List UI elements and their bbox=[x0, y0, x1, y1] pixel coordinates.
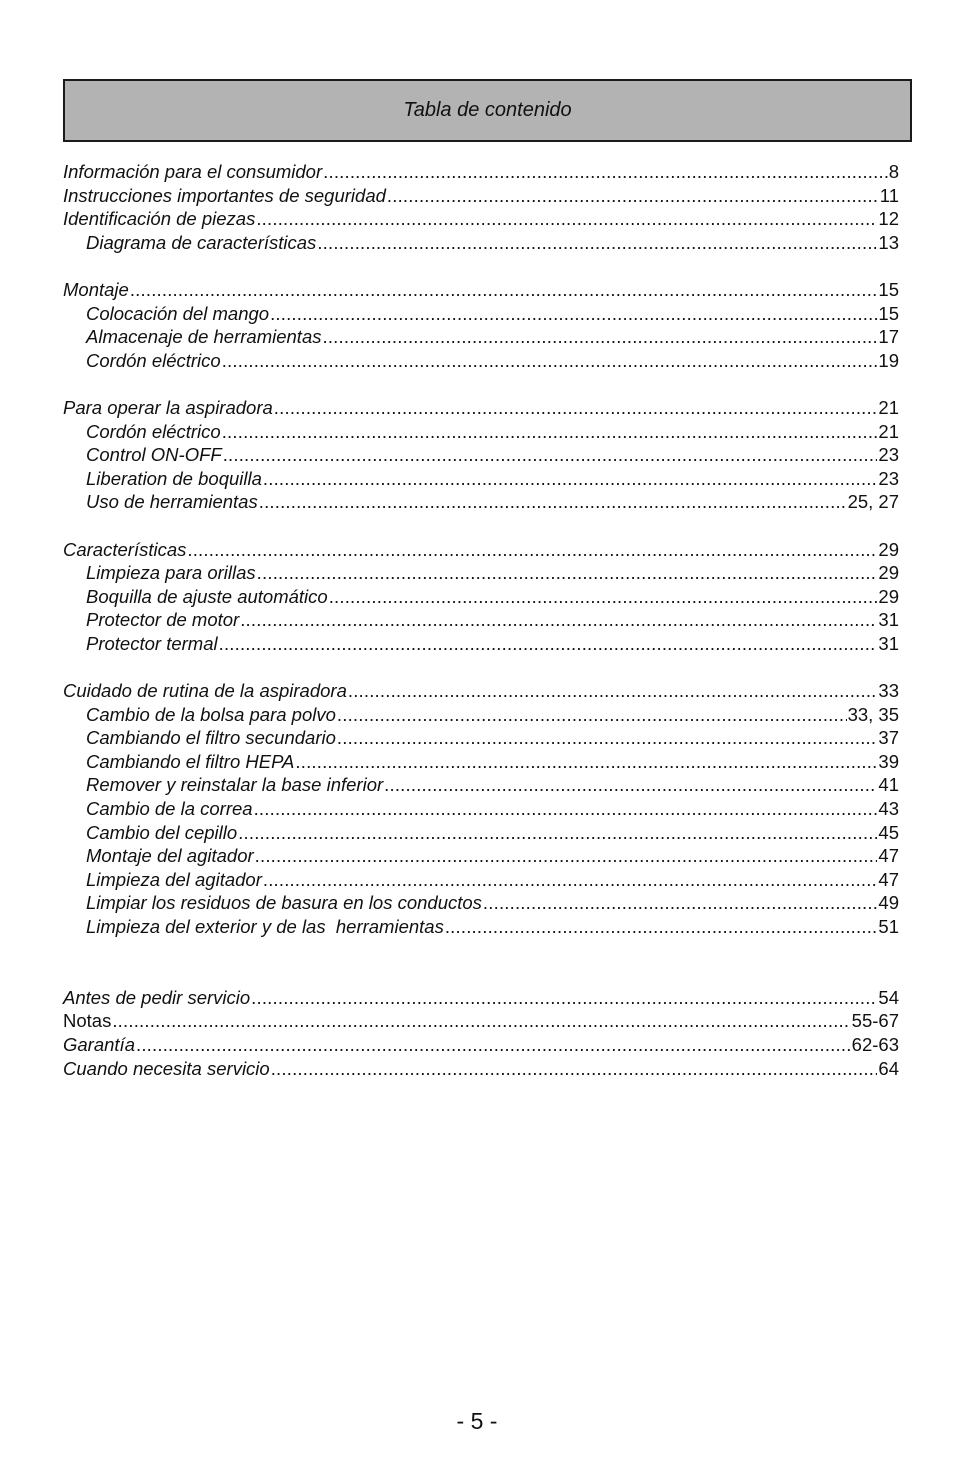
toc-leader bbox=[222, 349, 878, 373]
toc-leader bbox=[130, 278, 878, 302]
toc-entry-page: 19 bbox=[878, 349, 899, 371]
toc-entry bbox=[63, 986, 899, 1010]
toc-leader bbox=[445, 915, 878, 939]
toc-entry-label: Uso de herramientas bbox=[86, 491, 258, 513]
toc-entry bbox=[63, 538, 899, 562]
toc-entry-page: 49 bbox=[878, 892, 899, 914]
toc-subentry bbox=[63, 325, 899, 349]
toc-entry-label: Montaje del agitador bbox=[86, 845, 254, 867]
toc-entry-page: 21 bbox=[878, 420, 899, 442]
toc-entry-label: Cambiando el filtro HEPA bbox=[86, 750, 295, 772]
toc-subentry bbox=[63, 349, 899, 373]
toc-title-box bbox=[63, 79, 912, 142]
toc-entry-page: 15 bbox=[878, 302, 899, 324]
toc-entry-label: Cordón eléctrico bbox=[86, 420, 221, 442]
toc-entry-page: 29 bbox=[878, 562, 899, 584]
toc-subentry bbox=[63, 608, 899, 632]
toc-entry-label: Montaje bbox=[63, 278, 129, 300]
toc-leader bbox=[255, 844, 878, 868]
toc-leader bbox=[483, 891, 878, 915]
toc-entry-page: 11 bbox=[879, 184, 899, 206]
toc-entry-label: Almacenaje de herramientas bbox=[86, 326, 322, 348]
toc-entry-page: 47 bbox=[878, 845, 899, 867]
toc-entry bbox=[63, 1057, 899, 1081]
toc-entry-page: 54 bbox=[878, 986, 899, 1008]
toc-leader bbox=[263, 868, 878, 892]
toc-entry-label: Características bbox=[63, 538, 187, 560]
toc-entry-label: Cambio de la correa bbox=[86, 798, 253, 820]
toc-entry-page: 37 bbox=[878, 727, 899, 749]
page-number: - 5 - bbox=[456, 1408, 498, 1434]
toc-leader bbox=[222, 420, 878, 444]
toc-entry-page: 23 bbox=[878, 444, 899, 466]
toc-entry-page: 45 bbox=[878, 821, 899, 843]
toc-entry-page: 39 bbox=[878, 750, 899, 772]
toc-entry-label: Antes de pedir servicio bbox=[63, 986, 251, 1008]
toc-leader bbox=[257, 561, 878, 585]
toc-entry-label: Control ON-OFF bbox=[86, 444, 222, 466]
toc-entry-page: 47 bbox=[878, 868, 899, 890]
toc-entry-label: Identificación de piezas bbox=[63, 208, 256, 230]
toc-entry-label: Notas bbox=[63, 1010, 112, 1032]
toc-entry-page: 29 bbox=[878, 538, 899, 560]
toc-entry-label: Cuidado de rutina de la aspiradora bbox=[63, 680, 347, 702]
toc-entry-page: 25, 27 bbox=[847, 491, 899, 513]
toc-leader bbox=[337, 703, 847, 727]
toc-subentry bbox=[63, 703, 899, 727]
toc-entry-page: 29 bbox=[878, 585, 899, 607]
toc-subentry bbox=[63, 302, 899, 326]
toc-entry-page: 51 bbox=[878, 916, 899, 937]
toc-leader bbox=[337, 726, 878, 750]
toc-entry bbox=[63, 160, 899, 184]
toc-entry-label: Limpieza del exterior y de las herramientas bbox=[86, 916, 444, 937]
toc-subentry bbox=[63, 844, 899, 868]
toc-entry-label: Cambio de la bolsa para polvo bbox=[86, 703, 336, 725]
toc-subentry bbox=[63, 797, 899, 821]
toc-subentry bbox=[63, 821, 899, 845]
toc-leader bbox=[256, 207, 877, 231]
toc-subentry bbox=[63, 467, 899, 491]
toc-leader bbox=[387, 184, 879, 208]
toc-entry-page: 55-67 bbox=[851, 1010, 899, 1032]
toc-entry-page: 8 bbox=[888, 161, 899, 182]
toc-subentry bbox=[63, 773, 899, 797]
toc-entry bbox=[63, 396, 899, 420]
toc-entry-label: Remover y reinstalar la base inferior bbox=[86, 774, 384, 796]
toc-subentry bbox=[63, 585, 899, 609]
toc-leader bbox=[219, 632, 878, 656]
toc-entry-page: 21 bbox=[878, 396, 899, 418]
toc-entry-label: Protector de motor bbox=[86, 609, 240, 631]
toc-entry bbox=[63, 184, 899, 208]
toc-leader bbox=[348, 679, 878, 703]
toc-subentry bbox=[63, 561, 899, 585]
toc-entry-label: Cuando necesita servicio bbox=[63, 1057, 270, 1079]
toc-entry bbox=[63, 278, 899, 302]
toc-subentry bbox=[63, 231, 899, 255]
toc-entry-page: 23 bbox=[878, 467, 899, 489]
toc-subentry bbox=[63, 868, 899, 892]
toc-entry-label: Garantía bbox=[63, 1033, 135, 1055]
toc-leader bbox=[112, 1009, 850, 1033]
toc-entry-label: Liberation de boquilla bbox=[86, 467, 262, 489]
toc-entry-label: Cordón eléctrico bbox=[86, 349, 221, 371]
toc-entry-page: 31 bbox=[878, 609, 899, 631]
toc-entry-page: 41 bbox=[878, 774, 899, 796]
toc-entry-page: 62-63 bbox=[851, 1033, 899, 1055]
toc-entry bbox=[63, 1033, 899, 1057]
toc-entry-label: Para operar la aspiradora bbox=[63, 396, 273, 418]
toc-entry bbox=[63, 1009, 899, 1033]
toc-subentry bbox=[63, 891, 899, 915]
toc-entry-page: 15 bbox=[878, 278, 899, 300]
toc-entry-page: 43 bbox=[878, 798, 899, 820]
toc-entry-label: Limpieza para orillas bbox=[86, 562, 256, 584]
toc-subentry bbox=[63, 490, 899, 514]
toc-leader bbox=[329, 585, 878, 609]
toc-entry-page: 31 bbox=[878, 632, 899, 654]
toc-entry-label: Instrucciones importantes de seguridad bbox=[63, 184, 386, 206]
toc-entry-page: 12 bbox=[878, 208, 899, 230]
toc-entry bbox=[63, 679, 899, 703]
toc-leader bbox=[263, 467, 878, 491]
toc-entry-page: 33, 35 bbox=[847, 703, 899, 725]
toc-leader bbox=[295, 750, 877, 774]
toc-leader bbox=[384, 773, 877, 797]
toc-entry-label: Cambiando el filtro secundario bbox=[86, 727, 336, 749]
page-title: Tabla de contenido bbox=[403, 99, 572, 121]
toc-entry-label: Protector termal bbox=[86, 632, 218, 654]
toc-entry bbox=[63, 207, 899, 231]
toc-leader bbox=[251, 986, 877, 1010]
toc-entry-label: Información para el consumidor bbox=[63, 161, 323, 182]
toc-subentry bbox=[63, 750, 899, 774]
toc-subentry bbox=[63, 443, 899, 467]
toc-leader bbox=[187, 538, 877, 562]
toc-entry-label: Limpiar los residuos de basura en los conductos bbox=[86, 892, 482, 914]
toc-entry-page: 13 bbox=[878, 231, 899, 253]
toc-entry-page: 64 bbox=[878, 1057, 899, 1079]
toc-subentry bbox=[63, 726, 899, 750]
toc-leader bbox=[259, 490, 847, 514]
toc-leader bbox=[274, 396, 878, 420]
toc-entry-page: 17 bbox=[878, 326, 899, 348]
toc-subentry bbox=[63, 420, 899, 444]
toc-entry-label: Limpieza del agitador bbox=[86, 868, 262, 890]
toc-entry-label: Diagrama de características bbox=[86, 231, 317, 253]
toc-leader bbox=[136, 1033, 851, 1057]
toc-leader bbox=[270, 302, 877, 326]
toc-leader bbox=[317, 231, 877, 255]
toc-leader bbox=[323, 325, 878, 349]
toc-subentry bbox=[63, 632, 899, 656]
toc-subentry bbox=[63, 915, 899, 939]
toc-leader bbox=[238, 821, 877, 845]
toc-leader bbox=[254, 797, 878, 821]
toc-leader bbox=[240, 608, 877, 632]
toc-leader bbox=[323, 160, 888, 184]
toc-entry-label: Boquilla de ajuste automático bbox=[86, 585, 328, 607]
toc-entry-label: Colocación del mango bbox=[86, 302, 270, 324]
toc-entry-page: 33 bbox=[878, 680, 899, 702]
toc-leader bbox=[271, 1057, 878, 1081]
toc-entry-label: Cambio del cepillo bbox=[86, 821, 238, 843]
table-of-contents bbox=[63, 160, 899, 1080]
toc-leader bbox=[223, 443, 878, 467]
